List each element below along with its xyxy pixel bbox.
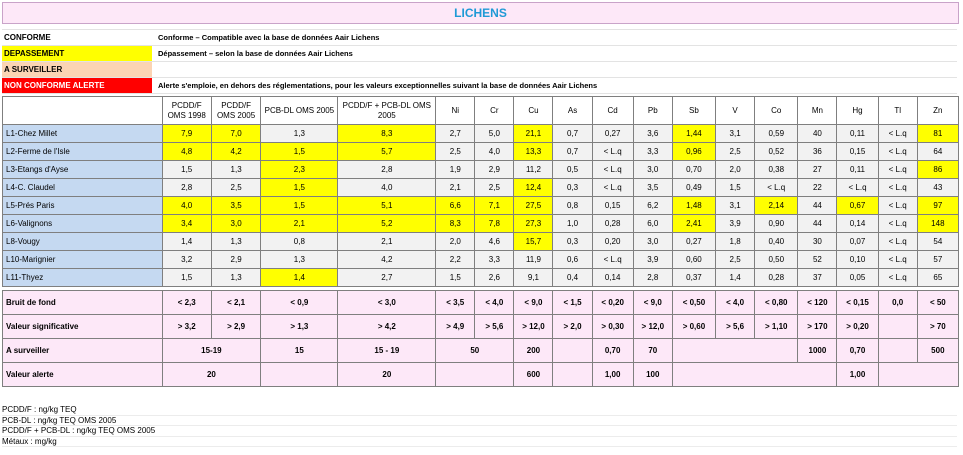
site-name: L6-Valignons <box>3 215 163 233</box>
value-cell: 44 <box>798 215 837 233</box>
value-cell: 2,8 <box>162 179 211 197</box>
value-cell: 5,0 <box>475 125 514 143</box>
value-cell: 1,3 <box>261 125 338 143</box>
value-cell: 1,5 <box>716 179 755 197</box>
value-cell: < L.q <box>878 251 917 269</box>
value-cell: 2,7 <box>338 269 436 287</box>
value-cell: 2,1 <box>338 233 436 251</box>
column-header: As <box>553 97 592 125</box>
column-header: Tl <box>878 97 917 125</box>
column-header: PCDD/F OMS 2005 <box>211 97 260 125</box>
value-cell: 7,9 <box>162 125 211 143</box>
value-cell: 0,11 <box>837 161 878 179</box>
value-cell: 2,9 <box>475 161 514 179</box>
value-cell: 0,7 <box>553 125 592 143</box>
column-header: V <box>716 97 755 125</box>
ref-cell: > 5,6 <box>475 315 514 339</box>
ref-cell: 50 <box>436 339 514 363</box>
page-title: LICHENS <box>2 2 959 24</box>
note-line: PCDD/F + PCB-DL : ng/kg TEQ OMS 2005 <box>2 426 957 437</box>
value-cell: 3,6 <box>633 125 672 143</box>
column-header: PCB-DL OMS 2005 <box>261 97 338 125</box>
ref-cell: 70 <box>633 339 672 363</box>
ref-label: Valeur significative <box>3 315 163 339</box>
legend-key-conforme: CONFORME <box>2 30 152 45</box>
ref-cell: > 4,2 <box>338 315 436 339</box>
ref-cell <box>553 339 592 363</box>
table-row <box>3 251 959 269</box>
column-header: Pb <box>633 97 672 125</box>
value-cell: 0,4 <box>553 269 592 287</box>
ref-cell: > 1,3 <box>261 315 338 339</box>
column-header: Hg <box>837 97 878 125</box>
value-cell: 4,6 <box>475 233 514 251</box>
value-cell: 5,1 <box>338 197 436 215</box>
value-cell: 0,07 <box>837 233 878 251</box>
value-cell: 0,14 <box>592 269 633 287</box>
ref-cell: 1,00 <box>837 363 878 387</box>
ref-row-a-surveiller <box>3 339 959 363</box>
ref-cell <box>672 363 837 387</box>
value-cell: 2,3 <box>261 161 338 179</box>
value-cell: 97 <box>917 197 958 215</box>
ref-cell <box>261 363 338 387</box>
ref-cell: 20 <box>338 363 436 387</box>
value-cell: 3,4 <box>162 215 211 233</box>
value-cell: 0,15 <box>592 197 633 215</box>
value-cell: 0,8 <box>553 197 592 215</box>
value-cell: 1,3 <box>211 233 260 251</box>
ref-cell: < 9,0 <box>633 291 672 315</box>
legend-row-alerte <box>2 78 957 94</box>
value-cell: 57 <box>917 251 958 269</box>
note-line: PCB-DL : ng/kg TEQ OMS 2005 <box>2 416 957 427</box>
value-cell: 0,20 <box>592 233 633 251</box>
ref-row-valeur-alerte <box>3 363 959 387</box>
value-cell: 15,7 <box>514 233 553 251</box>
value-cell: 0,8 <box>261 233 338 251</box>
value-cell: 2,0 <box>436 233 475 251</box>
legend-row-conforme <box>2 29 957 46</box>
value-cell: 3,0 <box>633 233 672 251</box>
ref-cell <box>878 363 958 387</box>
value-cell: 1,5 <box>261 197 338 215</box>
ref-cell: 1,00 <box>592 363 633 387</box>
value-cell: 3,0 <box>633 161 672 179</box>
value-cell: 0,11 <box>837 125 878 143</box>
ref-cell <box>878 339 917 363</box>
value-cell: 64 <box>917 143 958 161</box>
ref-cell: < 120 <box>798 291 837 315</box>
value-cell: < L.q <box>878 125 917 143</box>
ref-cell: < 2,1 <box>211 291 260 315</box>
column-header: PCDD/F OMS 1998 <box>162 97 211 125</box>
value-cell: 6,2 <box>633 197 672 215</box>
table-row <box>3 215 959 233</box>
value-cell: 11,2 <box>514 161 553 179</box>
value-cell: 3,3 <box>475 251 514 269</box>
value-cell: 4,2 <box>211 143 260 161</box>
legend-desc-depassement: Dépassement – selon la base de données Aair Lichens <box>158 49 353 58</box>
value-cell: 0,7 <box>553 143 592 161</box>
value-cell: 1,5 <box>261 143 338 161</box>
value-cell: 52 <box>798 251 837 269</box>
site-name: L8-Vougy <box>3 233 163 251</box>
value-cell: 2,8 <box>633 269 672 287</box>
header-site <box>3 97 163 125</box>
column-header: Mn <box>798 97 837 125</box>
ref-cell <box>878 315 917 339</box>
ref-cell: < 4,0 <box>716 291 755 315</box>
column-header: PCDD/F + PCB-DL OMS 2005 <box>338 97 436 125</box>
legend-desc-surveiller <box>152 62 957 77</box>
table-row <box>3 269 959 287</box>
value-cell: < L.q <box>837 179 878 197</box>
value-cell: 4,0 <box>475 143 514 161</box>
value-cell: 1,5 <box>436 269 475 287</box>
ref-cell: 0,70 <box>592 339 633 363</box>
value-cell: < L.q <box>592 143 633 161</box>
ref-cell <box>553 363 592 387</box>
value-cell: 1,4 <box>716 269 755 287</box>
value-cell: 2,41 <box>672 215 715 233</box>
table-row <box>3 197 959 215</box>
value-cell: 4,0 <box>162 197 211 215</box>
value-cell: 2,6 <box>475 269 514 287</box>
value-cell: 3,5 <box>633 179 672 197</box>
value-cell: 0,27 <box>592 125 633 143</box>
value-cell: 8,3 <box>338 125 436 143</box>
ref-cell: < 0,20 <box>592 291 633 315</box>
column-header: Co <box>755 97 798 125</box>
value-cell: 37 <box>798 269 837 287</box>
table-row <box>3 143 959 161</box>
value-cell: 1,8 <box>716 233 755 251</box>
value-cell: 1,3 <box>211 161 260 179</box>
ref-cell: > 2,0 <box>553 315 592 339</box>
value-cell: 7,0 <box>211 125 260 143</box>
site-name: L1-Chez Millet <box>3 125 163 143</box>
column-header: Zn <box>917 97 958 125</box>
column-header: Cu <box>514 97 553 125</box>
legend-desc-alerte: Alerte s'emploie, en dehors des réglementations, pour les valeurs exceptionnelles suivant la base de données Aair Lichens <box>158 81 598 90</box>
value-cell: 0,38 <box>755 161 798 179</box>
value-cell: 2,9 <box>211 251 260 269</box>
value-cell: 2,5 <box>436 143 475 161</box>
site-name: L3-Etangs d'Ayse <box>3 161 163 179</box>
value-cell: 0,27 <box>672 233 715 251</box>
value-cell: 27 <box>798 161 837 179</box>
column-header: Sb <box>672 97 715 125</box>
ref-cell: > 3,2 <box>162 315 211 339</box>
ref-cell: 200 <box>514 339 553 363</box>
ref-cell: < 3,5 <box>436 291 475 315</box>
ref-cell: > 2,9 <box>211 315 260 339</box>
note-line: Métaux : mg/kg <box>2 437 957 448</box>
legend-row-depassement <box>2 46 957 62</box>
value-cell: 0,15 <box>837 143 878 161</box>
value-cell: 0,37 <box>672 269 715 287</box>
value-cell: 3,9 <box>716 215 755 233</box>
legend-key-surveiller: A SURVEILLER <box>2 62 152 77</box>
value-cell: 0,6 <box>553 251 592 269</box>
site-name: L10-Marignier <box>3 251 163 269</box>
value-cell: 1,4 <box>162 233 211 251</box>
value-cell: < L.q <box>878 179 917 197</box>
value-cell: < L.q <box>878 197 917 215</box>
value-cell: 0,49 <box>672 179 715 197</box>
ref-cell <box>436 363 514 387</box>
value-cell: 1,5 <box>162 269 211 287</box>
value-cell: 0,70 <box>672 161 715 179</box>
value-cell: < L.q <box>878 161 917 179</box>
value-cell: < L.q <box>878 143 917 161</box>
value-cell: 30 <box>798 233 837 251</box>
value-cell: 4,0 <box>338 179 436 197</box>
ref-cell: < 1,5 <box>553 291 592 315</box>
value-cell: 7,8 <box>475 215 514 233</box>
value-cell: 81 <box>917 125 958 143</box>
site-name: L2-Ferme de l'Isle <box>3 143 163 161</box>
header-row <box>3 97 959 125</box>
legend-key-alerte: NON CONFORME ALERTE <box>2 78 152 93</box>
ref-cell: < 50 <box>917 291 958 315</box>
ref-cell: 0,0 <box>878 291 917 315</box>
value-cell: 1,3 <box>211 269 260 287</box>
value-cell: 3,1 <box>716 197 755 215</box>
value-cell: 3,3 <box>633 143 672 161</box>
site-name: L5-Prés Paris <box>3 197 163 215</box>
value-cell: 0,59 <box>755 125 798 143</box>
value-cell: 7,1 <box>475 197 514 215</box>
table-row <box>3 179 959 197</box>
ref-row-bruit-de-fond <box>3 291 959 315</box>
ref-label: Bruit de fond <box>3 291 163 315</box>
value-cell: 2,1 <box>436 179 475 197</box>
value-cell: 27,3 <box>514 215 553 233</box>
legend-desc-conforme: Conforme – Compatible avec la base de données Aair Lichens <box>158 33 380 42</box>
ref-cell: < 2,3 <box>162 291 211 315</box>
lichens-results-table <box>2 96 959 287</box>
value-cell: 0,3 <box>553 233 592 251</box>
value-cell: 9,1 <box>514 269 553 287</box>
ref-label: Valeur alerte <box>3 363 163 387</box>
value-cell: 0,10 <box>837 251 878 269</box>
value-cell: < L.q <box>592 179 633 197</box>
ref-cell: 1000 <box>798 339 837 363</box>
ref-cell: 500 <box>917 339 958 363</box>
value-cell: 3,9 <box>633 251 672 269</box>
value-cell: 13,3 <box>514 143 553 161</box>
ref-cell: < 0,50 <box>672 291 715 315</box>
value-cell: 2,8 <box>338 161 436 179</box>
ref-cell: 20 <box>162 363 261 387</box>
value-cell: 0,60 <box>672 251 715 269</box>
value-cell: 2,5 <box>211 179 260 197</box>
ref-cell: 15 - 19 <box>338 339 436 363</box>
note-line: PCDD/F : ng/kg TEQ <box>2 405 957 416</box>
value-cell: 22 <box>798 179 837 197</box>
value-cell: 1,4 <box>261 269 338 287</box>
value-cell: 0,96 <box>672 143 715 161</box>
legend-key-depassement: DEPASSEMENT <box>2 46 152 61</box>
value-cell: 3,5 <box>211 197 260 215</box>
column-header: Ni <box>436 97 475 125</box>
value-cell: 27,5 <box>514 197 553 215</box>
legend <box>2 29 957 94</box>
value-cell: 0,52 <box>755 143 798 161</box>
value-cell: 44 <box>798 197 837 215</box>
table-row <box>3 233 959 251</box>
ref-label: A surveiller <box>3 339 163 363</box>
reference-values-table <box>2 290 959 387</box>
value-cell: 1,5 <box>162 161 211 179</box>
ref-cell: < 0,9 <box>261 291 338 315</box>
value-cell: 21,1 <box>514 125 553 143</box>
value-cell: 2,1 <box>261 215 338 233</box>
value-cell: 2,14 <box>755 197 798 215</box>
ref-cell: 15-19 <box>162 339 261 363</box>
value-cell: 1,9 <box>436 161 475 179</box>
ref-cell: > 1,10 <box>755 315 798 339</box>
value-cell: 40 <box>798 125 837 143</box>
value-cell: 2,5 <box>716 143 755 161</box>
legend-row-surveiller <box>2 62 957 78</box>
value-cell: 6,0 <box>633 215 672 233</box>
value-cell: 2,2 <box>436 251 475 269</box>
ref-cell: > 170 <box>798 315 837 339</box>
ref-cell: 0,70 <box>837 339 878 363</box>
value-cell: 0,90 <box>755 215 798 233</box>
value-cell: < L.q <box>878 233 917 251</box>
value-cell: 0,28 <box>592 215 633 233</box>
column-header: Cr <box>475 97 514 125</box>
ref-cell: > 70 <box>917 315 958 339</box>
value-cell: 6,6 <box>436 197 475 215</box>
ref-cell: > 4,9 <box>436 315 475 339</box>
value-cell: 5,7 <box>338 143 436 161</box>
value-cell: 1,44 <box>672 125 715 143</box>
value-cell: < L.q <box>592 161 633 179</box>
units-notes <box>2 405 957 447</box>
value-cell: 3,0 <box>211 215 260 233</box>
value-cell: 54 <box>917 233 958 251</box>
value-cell: 2,7 <box>436 125 475 143</box>
value-cell: 148 <box>917 215 958 233</box>
value-cell: 43 <box>917 179 958 197</box>
ref-cell: > 0,20 <box>837 315 878 339</box>
ref-cell: > 12,0 <box>514 315 553 339</box>
value-cell: 0,14 <box>837 215 878 233</box>
ref-cell: > 0,60 <box>672 315 715 339</box>
value-cell: 1,5 <box>261 179 338 197</box>
value-cell: 3,2 <box>162 251 211 269</box>
site-name: L4-C. Claudel <box>3 179 163 197</box>
ref-cell: 100 <box>633 363 672 387</box>
value-cell: 1,3 <box>261 251 338 269</box>
value-cell: 12,4 <box>514 179 553 197</box>
value-cell: 0,67 <box>837 197 878 215</box>
ref-cell: < 3,0 <box>338 291 436 315</box>
value-cell: 4,2 <box>338 251 436 269</box>
value-cell: < L.q <box>755 179 798 197</box>
table-row <box>3 161 959 179</box>
value-cell: 8,3 <box>436 215 475 233</box>
value-cell: 0,05 <box>837 269 878 287</box>
value-cell: < L.q <box>592 251 633 269</box>
ref-cell: < 4,0 <box>475 291 514 315</box>
ref-cell: > 12,0 <box>633 315 672 339</box>
value-cell: 2,5 <box>716 251 755 269</box>
value-cell: 0,5 <box>553 161 592 179</box>
value-cell: 0,3 <box>553 179 592 197</box>
value-cell: 4,8 <box>162 143 211 161</box>
ref-cell: < 9,0 <box>514 291 553 315</box>
value-cell: 2,5 <box>475 179 514 197</box>
site-name: L11-Thyez <box>3 269 163 287</box>
value-cell: 3,1 <box>716 125 755 143</box>
ref-cell: 600 <box>514 363 553 387</box>
ref-cell: > 0,30 <box>592 315 633 339</box>
ref-cell: 15 <box>261 339 338 363</box>
value-cell: 5,2 <box>338 215 436 233</box>
value-cell: 36 <box>798 143 837 161</box>
ref-row-valeur-significative <box>3 315 959 339</box>
value-cell: 0,40 <box>755 233 798 251</box>
value-cell: 2,0 <box>716 161 755 179</box>
value-cell: < L.q <box>878 215 917 233</box>
value-cell: 86 <box>917 161 958 179</box>
ref-cell: > 5,6 <box>716 315 755 339</box>
value-cell: < L.q <box>878 269 917 287</box>
value-cell: 0,28 <box>755 269 798 287</box>
value-cell: 1,48 <box>672 197 715 215</box>
ref-cell: < 0,80 <box>755 291 798 315</box>
column-header: Cd <box>592 97 633 125</box>
value-cell: 11,9 <box>514 251 553 269</box>
value-cell: 65 <box>917 269 958 287</box>
ref-cell: < 0,15 <box>837 291 878 315</box>
ref-cell <box>672 339 798 363</box>
table-row <box>3 125 959 143</box>
value-cell: 1,0 <box>553 215 592 233</box>
value-cell: 0,50 <box>755 251 798 269</box>
